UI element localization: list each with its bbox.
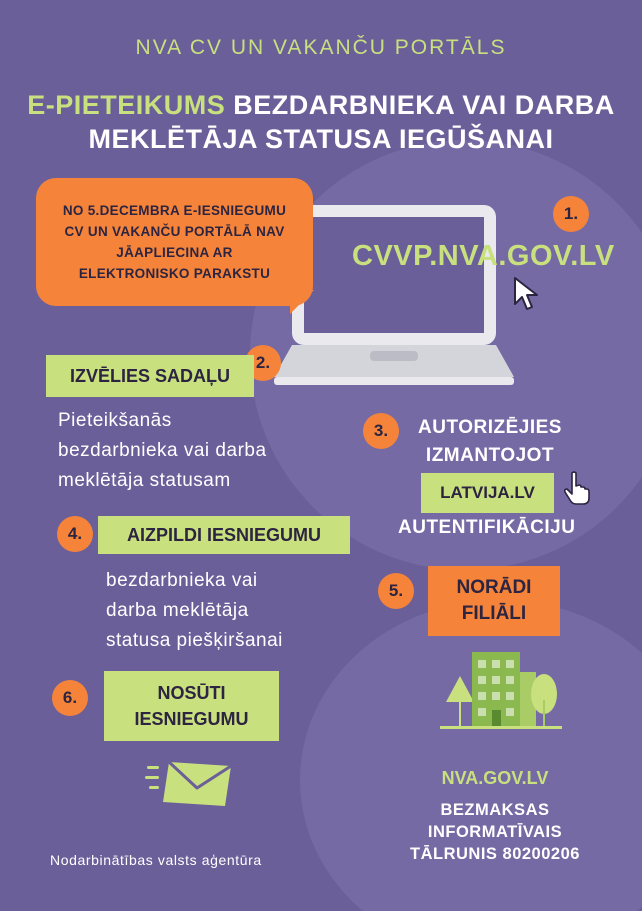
step-4-number: 4. <box>57 516 93 552</box>
step-2-label: IZVĒLIES SADAĻU <box>46 355 254 397</box>
step-6-number: 6. <box>52 680 88 716</box>
phone-info-line: INFORMATĪVAIS <box>427 823 563 841</box>
phone-info-line: TĀLRUNIS 80200206 <box>410 845 580 863</box>
step-5-box <box>428 566 560 636</box>
step-3-line-3: AUTENTIFIKĀCIJU <box>398 517 576 538</box>
step-3-line: IZMANTOJOT <box>425 445 555 466</box>
latvija-lv-badge[interactable]: LATVIJA.LV <box>421 473 554 513</box>
nva-site-link[interactable]: NVA.GOV.LV <box>441 768 549 788</box>
notice-text: NO 5.DECEMBRA E-IESNIEGUMU CV UN VAKANČU PORTĀLĀ NAV JĀAPLIECINA AR ELEKTRONISKO PARAKSTU <box>62 203 287 281</box>
step-3-text <box>415 414 565 470</box>
step-6-box <box>104 671 279 741</box>
step-3-line: AUTORIZĒJIES <box>418 417 562 438</box>
step-4-line: darba meklētāja <box>106 600 249 621</box>
step-1-number: 1. <box>553 196 589 232</box>
step-2-line: meklētāja statusam <box>58 470 231 491</box>
step-6-line: IESNIEGUMU <box>134 709 249 729</box>
step-3-number: 3. <box>363 413 399 449</box>
step-4-line: bezdarbnieka vai <box>106 570 258 591</box>
step-2-line: Pieteikšanās <box>58 410 172 431</box>
portal-url[interactable]: CVVP.NVA.GOV.LV <box>352 240 615 272</box>
step-2-description <box>58 406 267 496</box>
agency-name: Nodarbinātības valsts aģentūra <box>50 852 262 868</box>
notice-bubble <box>36 178 313 306</box>
subtitle: NVA CV UN VAKANČU PORTĀLS <box>135 36 507 59</box>
hand-pointer-icon <box>562 470 592 506</box>
step-2-line: bezdarbnieka vai darba <box>58 440 267 461</box>
title-line2: MEKLĒTĀJA STATUSA IEGŪŠANAI <box>88 124 554 154</box>
envelope-icon <box>145 760 235 808</box>
step-5-number: 5. <box>378 573 414 609</box>
page-title <box>20 88 622 156</box>
phone-info-line: BEZMAKSAS <box>440 801 550 819</box>
title-accent: E-PIETEIKUMS <box>27 90 226 120</box>
title-rest: BEZDARBNIEKA VAI DARBA <box>225 90 615 120</box>
office-building-icon <box>440 650 562 730</box>
cursor-arrow-icon <box>512 276 542 312</box>
phone-info <box>395 799 595 865</box>
step-5-line: NORĀDI <box>456 577 532 598</box>
step-4-line: statusa piešķiršanai <box>106 630 283 651</box>
step-5-line: FILIĀLI <box>461 603 527 624</box>
step-4-label: AIZPILDI IESNIEGUMU <box>98 516 350 554</box>
step-2-number: 2. <box>245 345 281 381</box>
step-6-line: NOSŪTI <box>157 683 226 703</box>
step-4-description <box>106 566 283 656</box>
